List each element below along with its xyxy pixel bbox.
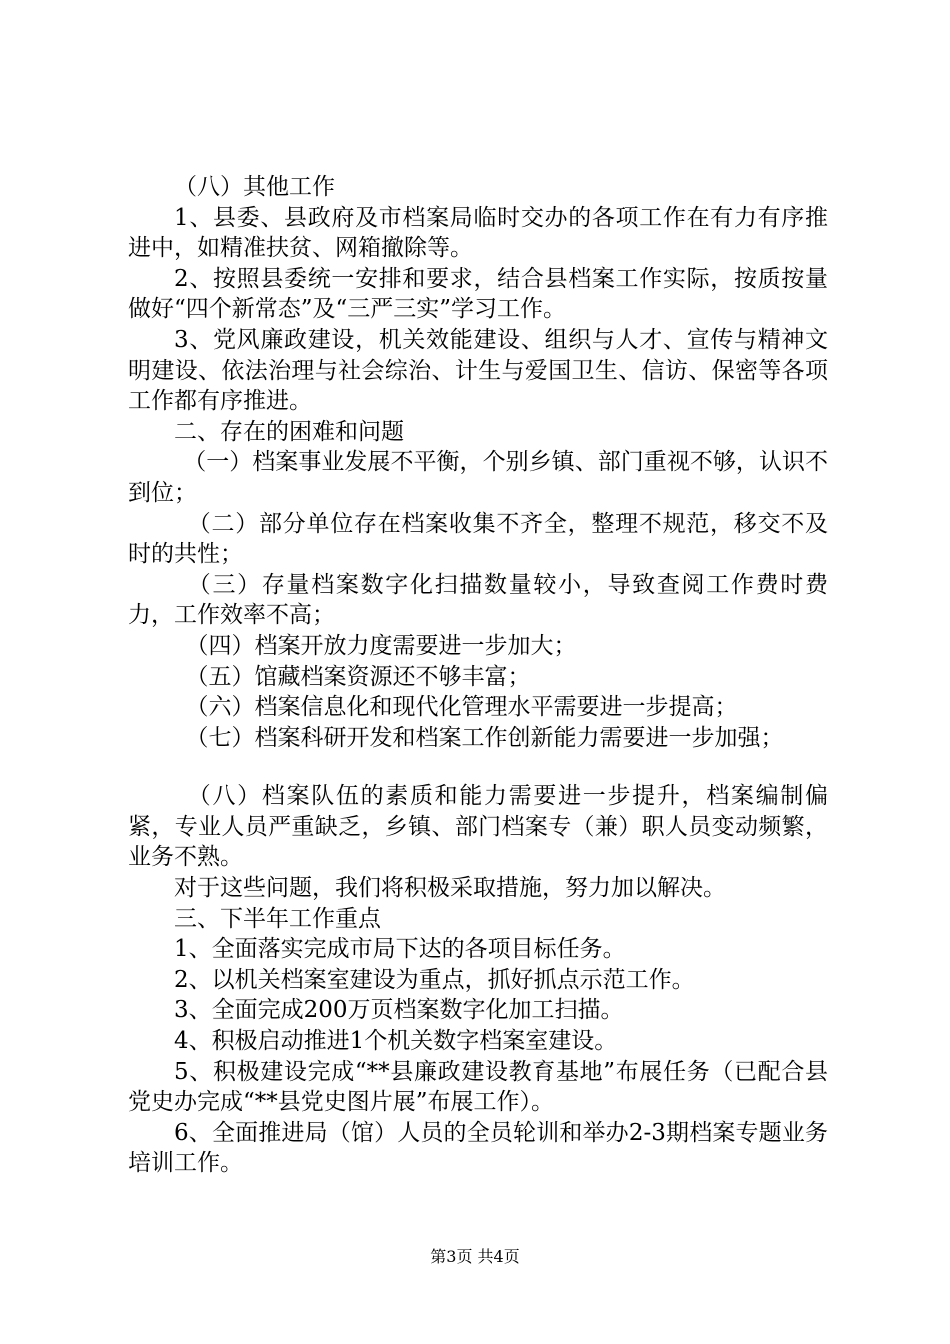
problem-item: （一）档案事业发展不平衡，个别乡镇、部门重视不够，认识不到位； bbox=[128, 449, 828, 506]
plan-item: 4、积极启动推进1个机关数字档案室建设。 bbox=[174, 1028, 618, 1055]
plan-item: 6、全面推进局（馆）人员的全员轮训和举办2-3期档案专题业务培训工作。 bbox=[128, 1119, 828, 1177]
paragraph: 3、党风廉政建设，机关效能建设、组织与人才、宣传与精神文明建设、依法治理与社会综治、计生与爱国卫生、信访、保密等各项工作都有序推进。 bbox=[128, 326, 828, 415]
section-heading-next-half-year: 三、下半年工作重点 bbox=[174, 905, 381, 932]
paragraph: 2、按照县委统一安排和要求，结合县档案工作实际，按质按量做好“四个新常态”及“三严三实”学习工作。 bbox=[128, 265, 828, 323]
paragraph: 对于这些问题，我们将积极采取措施，努力加以解决。 bbox=[174, 875, 726, 902]
plan-item: 5、积极建设完成“**县廉政建设教育基地”布展任务（已配合县党史办完成“**县党史图片展”布展工作）。 bbox=[128, 1058, 828, 1116]
document-body bbox=[128, 172, 828, 1179]
section-heading-other-work: （八）其他工作 bbox=[174, 174, 335, 200]
section-heading-problems: 二、存在的困难和问题 bbox=[174, 418, 404, 445]
problem-item: （三）存量档案数字化扫描数量较小，导致查阅工作费时费力，工作效率不高； bbox=[128, 571, 828, 629]
page-footer: 第3页 共4页 bbox=[430, 1247, 520, 1266]
spacer bbox=[128, 753, 828, 781]
plan-item: 1、全面落实完成市局下达的各项目标任务。 bbox=[174, 936, 626, 963]
problem-item: （五）馆藏档案资源还不够丰富； bbox=[185, 663, 531, 690]
plan-item: 3、全面完成200万页档案数字化加工扫描。 bbox=[174, 997, 624, 1024]
problem-item: （二）部分单位存在档案收集不齐全，整理不规范，移交不及时的共性； bbox=[128, 510, 828, 568]
problem-item: （四）档案开放力度需要进一步加大； bbox=[185, 632, 577, 659]
paragraph: 1、县委、县政府及市档案局临时交办的各项工作在有力有序推进中，如精准扶贫、网箱撤除等。 bbox=[128, 204, 828, 262]
plan-item: 2、以机关档案室建设为重点，抓好抓点示范工作。 bbox=[174, 966, 695, 993]
problem-item: （八）档案队伍的素质和能力需要进一步提升，档案编制偏紧，专业人员严重缺乏，乡镇、部门档案专（兼）职人员变动频繁，业务不熟。 bbox=[128, 783, 828, 871]
problem-item: （六）档案信息化和现代化管理水平需要进一步提高； bbox=[185, 694, 738, 721]
problem-item: （七）档案科研开发和档案工作创新能力需要进一步加强； bbox=[185, 724, 784, 751]
